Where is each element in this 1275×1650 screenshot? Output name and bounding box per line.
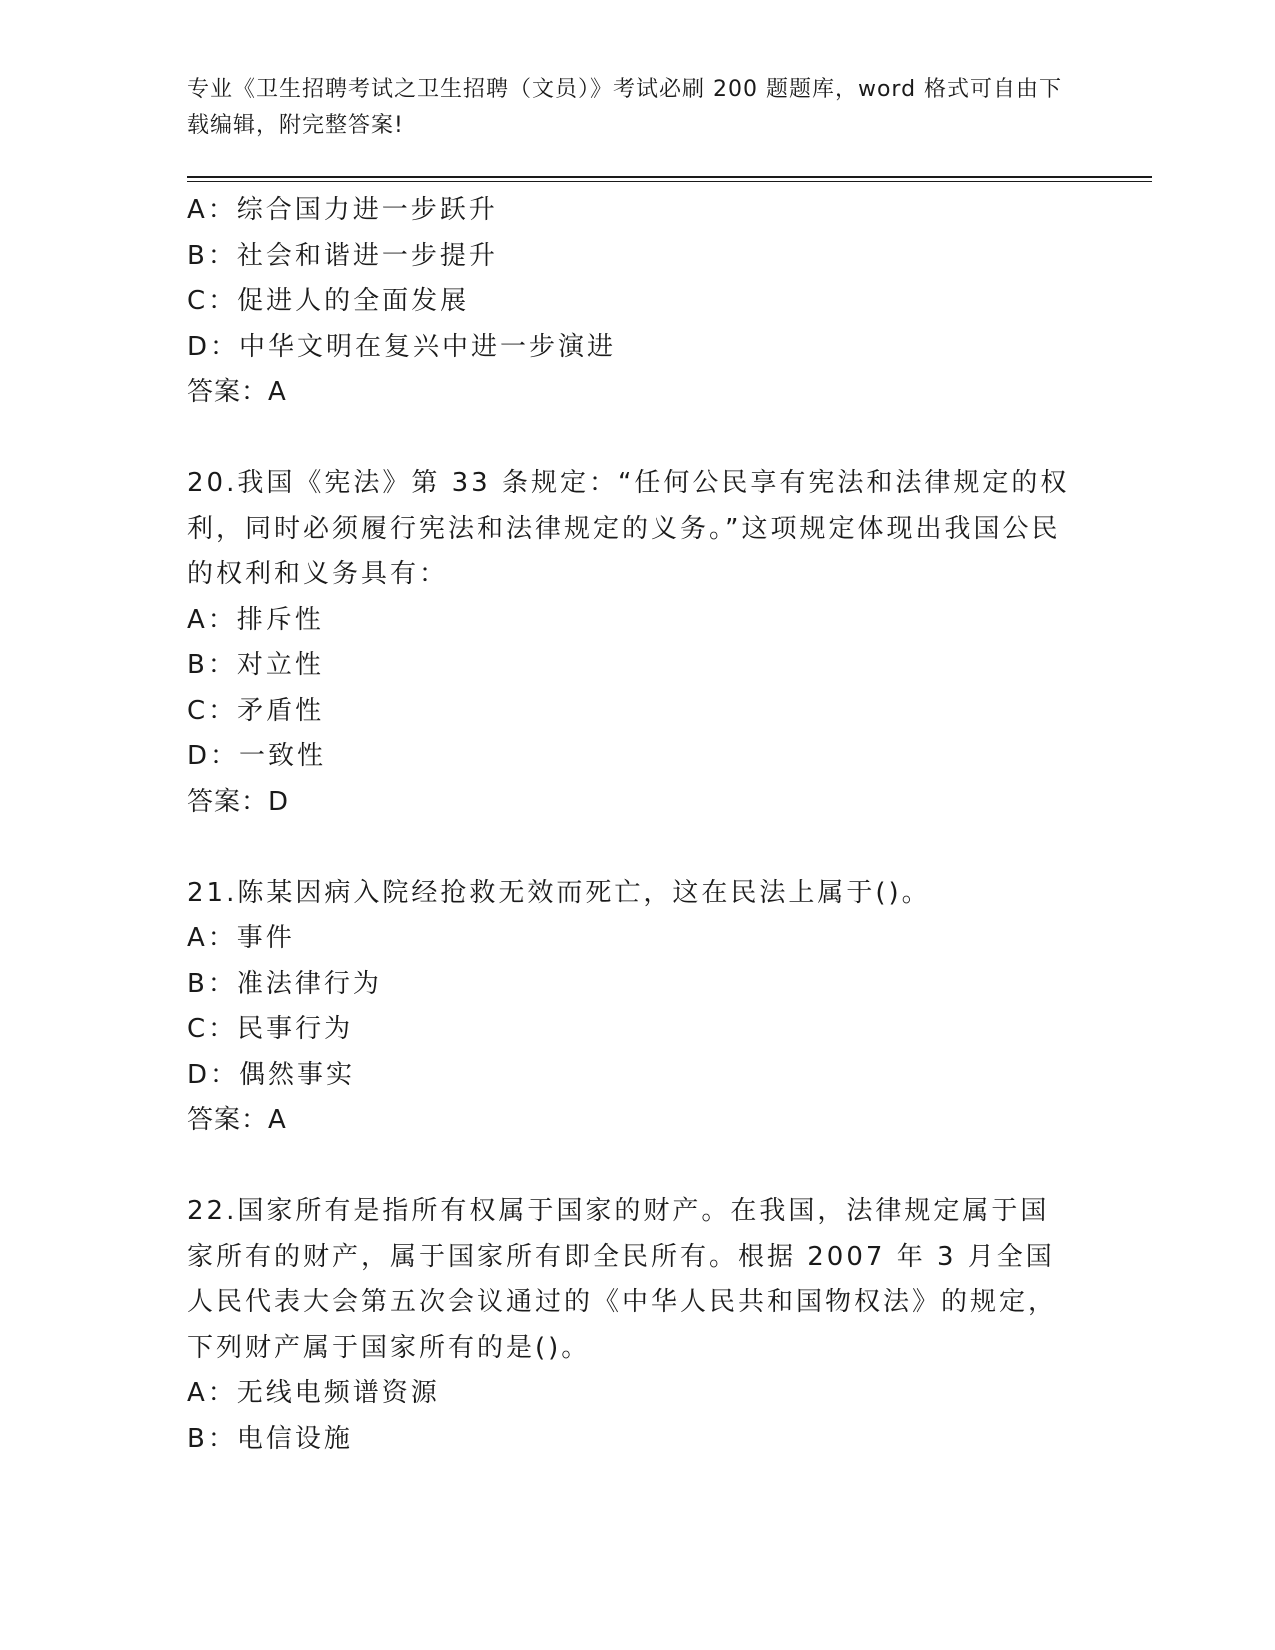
header-divider-thin: [187, 181, 1152, 182]
question-21-answer: 答案：A: [187, 1105, 287, 1135]
spacer: [187, 1144, 1077, 1190]
spacer: [187, 416, 1077, 462]
question-19-option-d: D：中华文明在复兴中进一步演进: [187, 331, 617, 362]
question-20-option-d: D：一致性: [187, 741, 327, 771]
question-20-block: [187, 461, 1077, 825]
question-20-option-b: B：对立性: [187, 650, 324, 680]
spacer: [187, 825, 1077, 871]
question-21-option-d: D：偶然事实: [187, 1059, 356, 1090]
question-21-stem: 21.陈某因病入院经抢救无效而死亡，这在民法上属于()。: [187, 877, 931, 908]
question-20-answer: 答案：D: [187, 786, 290, 817]
question-20-option-c: C：矛盾性: [187, 695, 325, 726]
document-header: 专业《卫生招聘考试之卫生招聘（文员）》考试必刷 200 题题库，word 格式可自由下载编辑，附完整答案!: [187, 77, 1063, 138]
question-22-option-b: B：电信设施: [187, 1423, 353, 1454]
question-19-answer: 答案：A: [187, 377, 287, 407]
question-22-block: [187, 1189, 1077, 1462]
question-19-option-b: B：社会和谐进一步提升: [187, 240, 498, 271]
question-21-option-b: B：准法律行为: [187, 968, 382, 999]
question-22-option-a: A：无线电频谱资源: [187, 1378, 440, 1408]
question-19-block: [187, 188, 1077, 416]
question-19-option-c: C：促进人的全面发展: [187, 286, 470, 316]
question-20-stem: 20.我国《宪法》第 33 条规定：“任何公民享有宪法和法律规定的权利，同时必须履行宪法和法律规定的义务。”这项规定体现出我国公民的权利和义务具有：: [187, 468, 1070, 589]
question-19-option-a: A：综合国力进一步跃升: [187, 195, 498, 225]
question-21-block: [187, 871, 1077, 1144]
question-21-option-c: C：民事行为: [187, 1014, 354, 1044]
header-divider-thick: [187, 176, 1152, 178]
question-20-option-a: A：排斥性: [187, 604, 324, 635]
question-22-stem: 22.国家所有是指所有权属于国家的财产。在我国，法律规定属于国家所有的财产，属于国家所有即全民所有。根据 2007 年 3 月全国人民代表大会第五次会议通过的《中华人民共和国物权法》的规定，下列财产属于国家所有的是()。: [187, 1196, 1058, 1363]
question-21-option-a: A：事件: [187, 923, 295, 953]
document-body: [187, 188, 1077, 1462]
